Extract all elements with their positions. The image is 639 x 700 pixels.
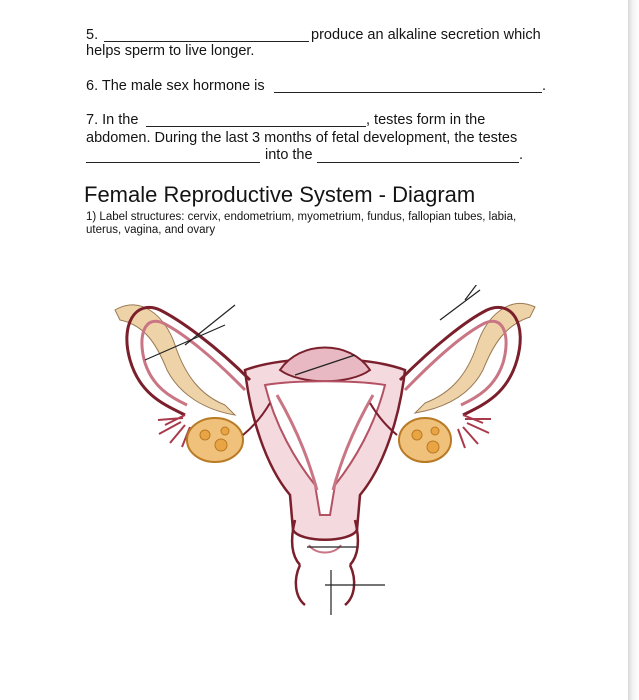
right-ovary bbox=[399, 418, 451, 462]
page-edge-shadow bbox=[628, 0, 639, 700]
q7-period: . bbox=[519, 147, 524, 163]
instruction-line-1: 1) Label structures: cervix, endometrium, myometrium, fundus, fallopian tubes, labia, bbox=[86, 211, 517, 223]
q7-line2: abdomen. During the last 3 months of fetal development, the testes bbox=[86, 130, 518, 146]
female-reproductive-diagram bbox=[95, 285, 555, 625]
q6-text: 6. The male sex hormone is bbox=[86, 78, 265, 94]
right-fimbriae bbox=[458, 415, 491, 448]
section-title: Female Reproductive System - Diagram bbox=[84, 182, 476, 207]
q5-answer-blank[interactable] bbox=[104, 41, 309, 42]
q7-prefix: 7. In the bbox=[86, 112, 139, 128]
q7-into: into the bbox=[265, 147, 313, 163]
q7-answer-blank-2[interactable] bbox=[86, 162, 260, 163]
left-fimbriae bbox=[158, 415, 190, 447]
q5-line2: helps sperm to live longer. bbox=[86, 43, 255, 59]
q7-mid: , testes form in the bbox=[366, 112, 486, 128]
instruction-line-2: uterus, vagina, and ovary bbox=[86, 224, 216, 236]
left-ovary bbox=[187, 418, 243, 462]
q5-text: produce an alkaline secretion which bbox=[311, 27, 541, 43]
q6-period: . bbox=[542, 78, 547, 94]
q7-answer-blank-1[interactable] bbox=[146, 126, 366, 127]
q5-number: 5. bbox=[86, 27, 99, 43]
q7-answer-blank-3[interactable] bbox=[317, 162, 519, 163]
q6-answer-blank[interactable] bbox=[274, 92, 542, 93]
